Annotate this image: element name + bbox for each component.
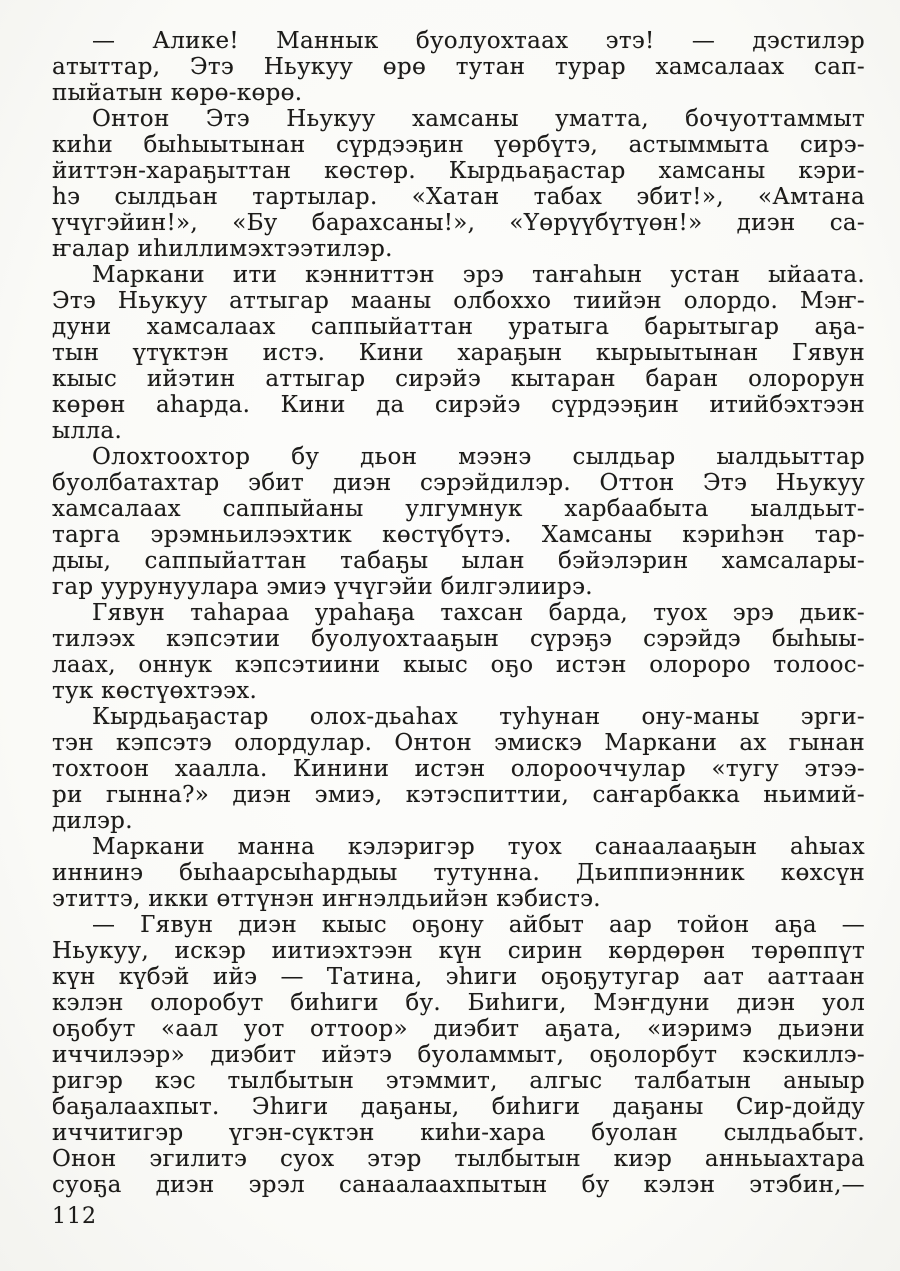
text-line: һэ сылдьан тартылар. «Хатан табах эбит!», «Амтана — [52, 184, 865, 210]
text-line: Маркани ити кэнниттэн эрэ таҥаһын устан ыйаата. — [92, 262, 865, 288]
text-line: Маркани манна кэлэригэр туох санаалааҕын аһыах — [92, 834, 865, 860]
text-line: үчүгэйин!», «Бу барахсаны!», «Үөрүүбүтүөн!» диэн са- — [52, 210, 865, 236]
text-line: ылла. — [52, 418, 123, 444]
text-line: иннинэ быһаарсыһардыы тутунна. Дьиппиэнник көхсүн — [52, 860, 865, 886]
text-line: атыттар, Этэ Ньукуу өрө тутан турар хамсалаах сап- — [52, 54, 865, 80]
text-line: хамсалаах саппыйаны улгумнук харбаабыта ыалдьыт- — [52, 496, 865, 522]
paragraph — [52, 704, 865, 834]
text-line: Онон эгилитэ суох этэр тылбытын киэр анньыахтара — [52, 1146, 865, 1172]
text-line: кыыс ийэтин аттыгар сирэйэ кытаран баран олорорун — [52, 366, 865, 392]
text-line: тэн кэпсэтэ олордулар. Онтон эмискэ Маркани ах гынан — [52, 730, 865, 756]
text-line: тарга эрэмньилээхтик көстүбүтэ. Хамсаны кэриһэн тар- — [52, 522, 865, 548]
text-line: йиттэн-хараҕыттан көстөр. Кырдьаҕастар хамсаны кэри- — [52, 158, 865, 184]
paragraph — [52, 106, 865, 262]
text-line: кэлэн олоробут биһиги бу. Биһиги, Мэҥдуни диэн уол — [52, 990, 865, 1016]
text-line: тилээх кэпсэтии буолуохтааҕын сүрэҕэ сэрэйдэ быһыы- — [52, 626, 865, 652]
page-number: 112 — [52, 1204, 97, 1229]
text-line: дуни хамсалаах саппыйаттан уратыга барытыгар аҕа- — [52, 314, 865, 340]
text-line: Олохтоохтор бу дьон мээнэ сылдьар ыалдьыттар — [92, 444, 865, 470]
paragraph — [52, 28, 865, 106]
text-line: ри гынна?» диэн эмиэ, кэтэспиттии, саҥарбакка ньимий- — [52, 782, 865, 808]
text-line: дыы, саппыйаттан табаҕы ылан бэйэлэрин хамсалары- — [52, 548, 865, 574]
text-line: Онтон Этэ Ньукуу хамсаны уматта, бочуоттаммыт — [92, 106, 865, 132]
text-line: тын үтүктэн истэ. Кини хараҕын кырыытынан Гявун — [52, 340, 865, 366]
text-line: — Гявун диэн кыыс оҕону айбыт аар тойон аҕа — — [92, 912, 865, 938]
text-line: дилэр. — [52, 808, 133, 834]
text-line: иччитигэр үгэн-сүктэн киһи-хара буолан сылдьабыт. — [52, 1120, 865, 1146]
text-line: күн күбэй ийэ — Татина, эһиги оҕоҕутугар аат ааттаан — [52, 964, 865, 990]
paragraph — [52, 444, 865, 600]
text-line: ҥалар иһиллимэхтээтилэр. — [52, 236, 393, 262]
text-line: тук көстүөхтээх. — [52, 678, 258, 704]
text-line: гар уурунуулара эмиэ үчүгэйи билгэлиирэ. — [52, 574, 593, 600]
text-line: тохтоон хаалла. Кинини истэн олорооччулар «тугу этээ- — [52, 756, 865, 782]
text-line: — Алике! Маннык буолуохтаах этэ! — дэстилэр — [92, 28, 865, 54]
text-line: Ньукуу, искэр иитиэхтээн күн сирин көрдөрөн төрөппүт — [52, 938, 865, 964]
page-text — [52, 28, 865, 1198]
paragraph — [52, 600, 865, 704]
text-line: оҕобут «аал уот оттоор» диэбит аҕата, «иэримэ дьиэни — [52, 1016, 865, 1042]
text-line: пыйатын көрө-көрө. — [52, 80, 303, 106]
text-line: этиттэ, икки өттүнэн иҥнэлдьийэн кэбистэ. — [52, 886, 601, 912]
text-line: көрөн аһарда. Кини да сирэйэ сүрдээҕин итийбэхтээн — [52, 392, 865, 418]
text-line: иччилээр» диэбит ийэтэ буоламмыт, оҕолорбут кэскиллэ- — [52, 1042, 865, 1068]
paragraph — [52, 262, 865, 444]
text-line: баҕалаахпыт. Эһиги даҕаны, биһиги даҕаны Сир-дойду — [52, 1094, 865, 1120]
text-line: лаах, оннук кэпсэтиини кыыс оҕо истэн олороро толоос- — [52, 652, 865, 678]
text-line: ригэр кэс тылбытын этэммит, алгыс талбатын аныыр — [52, 1068, 865, 1094]
text-line: суоҕа диэн эрэл санаалаахпытын бу кэлэн этэбин,— — [52, 1172, 865, 1198]
text-line: Гявун таһараа ураһаҕа тахсан барда, туох эрэ дьик- — [92, 600, 865, 626]
text-line: киһи быһыытынан сүрдээҕин үөрбүтэ, астыммыта сирэ- — [52, 132, 865, 158]
paragraph — [52, 834, 865, 912]
text-line: Этэ Ньукуу аттыгар мааны олбоххо тиийэн олордо. Мэҥ- — [52, 288, 865, 314]
text-line: Кырдьаҕастар олох-дьаһах туһунан ону-маны эрги- — [92, 704, 865, 730]
text-line: буолбатахтар эбит диэн сэрэйдилэр. Оттон Этэ Ньукуу — [52, 470, 865, 496]
paragraph — [52, 912, 865, 1198]
